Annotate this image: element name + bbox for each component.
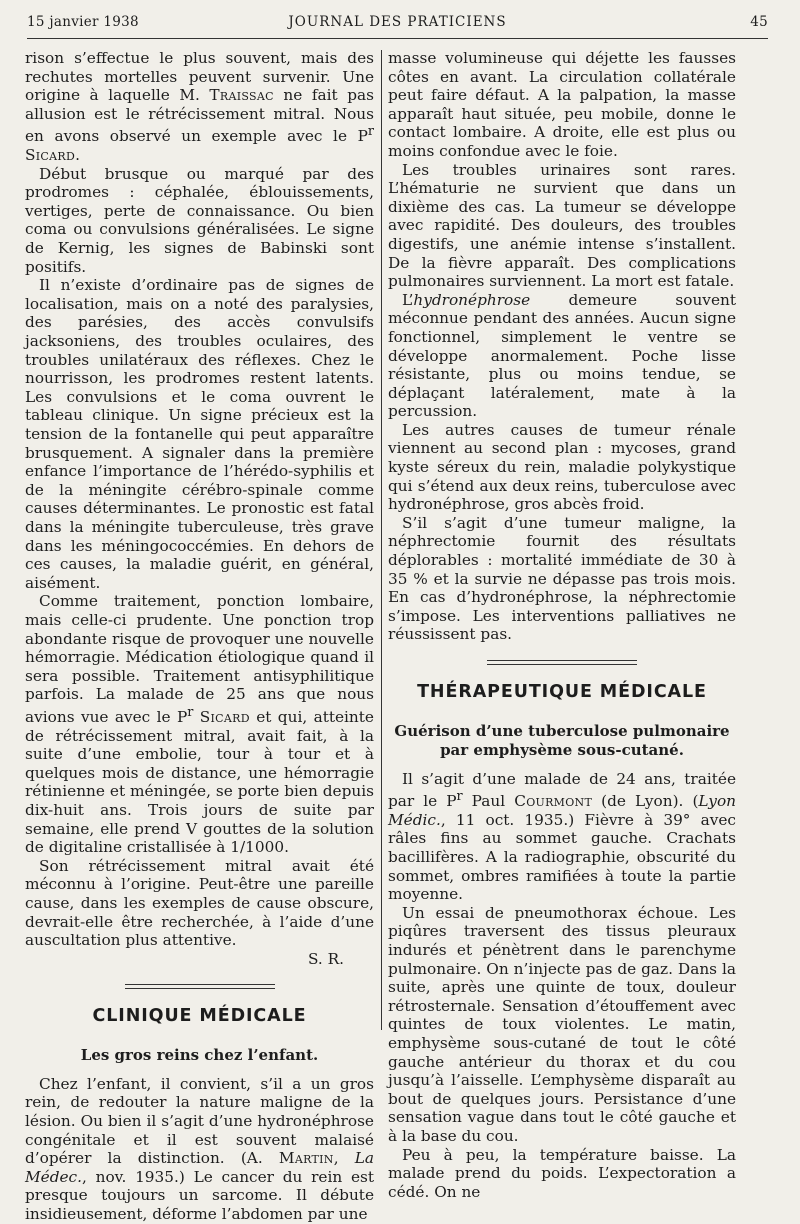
paragraph: Peu à peu, la température baisse. La malade prend du poids. L’expectoration a cédé. On ne (388, 1145, 736, 1201)
article-title: Les gros reins chez l’enfant. (80, 1045, 319, 1064)
running-header (27, 14, 768, 36)
section-therapeutique (388, 660, 736, 702)
paragraph: Les troubles urinaires sont rares. L’hématurie ne survient que dans un dixième des cas. La tumeur se développe avec rapidité. Des douleurs, des troubles digestifs, une anémie intense s’installent. De la fièvre apparaît. Des complications pulmonaires surviennent. La mort est fatale. (388, 160, 736, 291)
paragraph: Il n’existe d’ordinaire pas de signes de localisation, mais on a noté des paralysies, des parésies, des accès convulsifs jacksoniens, des troubles oculaires, des troubles unilatéraux des réflexes. Chez le nourrisson, les prodromes restent latents. Les convulsions et le coma ouvrent le tableau clinique. Un signe précieux est la tension de la fontanelle qui peut apparaître brusquement. A signaler dans la première enfance l’importance de l’hérédo-syphilis et de la méningite cérébro-spinale comme causes déterminantes. Le pronostic est fatal dans la méningite tuberculeuse, très grave dans les méningococcémies. En dehors de ces causes, la maladie guérit, en général, aisément. (25, 276, 374, 592)
article-title: Guérison d’une tuberculose pulmonaire par emphysème sous-cutané. (394, 721, 730, 759)
left-column (25, 49, 374, 1224)
section-title: CLINIQUE MÉDICALE (92, 1006, 307, 1027)
paragraph: Il s’agit d’une malade de 24 ans, traitée par le $P^r$ Paul Courmont (de Lyon). (Lyon Médic., 11 oct. 1935.) Fièvre à 39° avec râles fins au sommet gauche. Crachats bacillifères. A la radiographie, obscurité du sommet, ombres ramifiées à toute la partie moyenne. (388, 769, 737, 904)
section-title: THÉRAPEUTIQUE MÉDICALE (417, 682, 707, 702)
section-clinique (25, 984, 374, 1026)
right-column (388, 49, 736, 1201)
paragraph: Son rétrécissement mitral avait été méconnu à l’origine. Peut-être une pareille cause, dans les exemples de cause obscure, devrait-elle être recherchée, à l’aide d’une auscultation plus attentive. (25, 856, 374, 950)
paragraph: rison s’effectue le plus souvent, mais des rechutes mortelles peuvent survenir. Une origine à laquelle M. Traissac ne fait pas allusion est le rétrécissement mitral. Nous en avons observé un exemple avec le $P^r$ Sicard. (25, 49, 374, 165)
paragraph: Comme traitement, ponction lombaire, mais celle-ci prudente. Une ponction trop abondante risque de provoquer une nouvelle hémorragie. Médication étiologique quand il sera possible. Traitement antisyphilitique parfois. La malade de 25 ans que nous avions vue avec le $P^r$ Sicard et qui, atteinte de rétrécissement mitral, avait fait, à la suite d’une embolie, tour à tour et à quelques mois de distance, une hémorragie rétinienne et méningée, se porte bien depuis dix-huit ans. Trois jours de suite par semaine, elle prend V gouttes de la solution de digitaline cristallisée à 1/1000. (25, 592, 374, 857)
section-rule (125, 984, 275, 989)
header-date: 15 janvier 1938 (27, 14, 139, 30)
paragraph: masse volumineuse qui déjette les fausses côtes en avant. La circulation collatérale peut faire défaut. A la palpation, la masse apparaît haut située, peu mobile, donne le contact lombaire. A droite, elle est plus ou moins confondue avec le foie. (388, 49, 736, 160)
header-journal-title: JOURNAL DES PRATICIENS (288, 14, 507, 30)
section-rule (487, 660, 637, 665)
signature-line (25, 950, 374, 969)
paragraph: Chez l’enfant, il convient, s’il a un gros rein, de redouter la nature maligne de la lésion. Ou bien il s’agit d’une hydronéphrose congénitale et il est souvent malaisé d’opérer la distinction. (A. Martin, La Médec., nov. 1935.) Le cancer du rein est presque toujours un sarcome. Il débute insidieusement, déforme l’abdomen par une (25, 1074, 374, 1224)
paragraph: S’il s’agit d’une tumeur maligne, la néphrectomie fournit des résultats déplorables : mortalité immédiate de 30 à 35 % et la survie ne dépasse pas trois mois. En cas d’hydronéphrose, la néphrectomie s’impose. Les interventions palliatives ne réussissent pas. (388, 513, 736, 644)
paragraph: Début brusque ou marqué par des prodromes : céphalée, éblouissements, vertiges, perte de connaissance. Ou bien coma ou convulsions généralisées. Le signe de Kernig, les signes de Babinski sont positifs. (25, 164, 374, 276)
header-rule (27, 38, 768, 39)
paragraph: Un essai de pneumothorax échoue. Les piqûres traversent des tissus pleuraux indurés et pénètrent dans le parenchyme pulmonaire. On n’injecte pas de gaz. Dans la suite, après une quinte de toux, douleur rétrosternale. Sensation d’étouffement avec quintes de toux violentes. Le matin, emphysème sous-cutané de tout le côté gauche antérieur du thorax et du cou jusqu’à l’aisselle. L’emphysème disparaît au bout de quelques jours. Persistance d’une sensation vague dans tout le côté gauche et à la base du cou. (388, 903, 736, 1145)
header-page-number: 45 (750, 14, 768, 30)
column-divider (381, 50, 382, 1030)
paragraph: L’hydronéphrose demeure souvent méconnue pendant des années. Aucun signe fonctionnel, simplement le ventre se développe anormalement. Poche lisse résistante, plus ou moins tendue, se déplaçant latéralement, mate à la percussion. (388, 290, 736, 421)
paragraph: Les autres causes de tumeur rénale viennent au second plan : mycoses, grand kyste séreux du rein, maladie polykystique qui s’étend aux deux reins, tuberculose avec hydronéphrose, gros abcès froid. (388, 420, 736, 514)
signature: S. R. (307, 949, 344, 968)
